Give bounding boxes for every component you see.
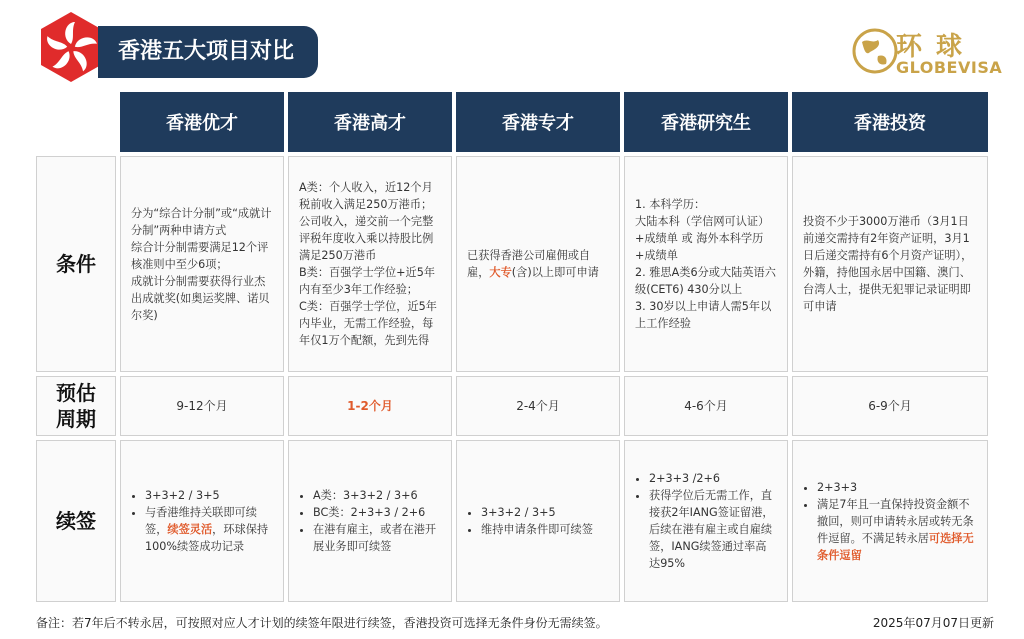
table-cell [120, 156, 284, 372]
cell-line: 投资不少于3000万港币（3月1日前递交需持有2年资产证明，3月1日后递交需持有6个月资产证明），外籍，持他国永居中国籍、澳门、台湾人士，提供无犯罪记录证明即可申请 [803, 215, 973, 313]
table-cell: 6-9个月 [792, 376, 988, 436]
cell-line: C类：百强学士学位，近5年内毕业，无需工作经验，每年仅1万个配额，先到先得 [299, 300, 437, 347]
column-header: 香港投资 [792, 92, 988, 152]
table-cell [456, 156, 620, 372]
list-item: • 2+3+3 /2+6 [649, 470, 777, 487]
cell-line: 2. 雅思A类6分或大陆英语六级(CET6) 430分以上 [635, 266, 776, 296]
list-item: • 维持申请条件即可续签 [481, 521, 593, 538]
list-item: • 在港有雇主，或者在港开展业务即可续签 [313, 521, 441, 555]
column-header: 香港优才 [120, 92, 284, 152]
table-cell [792, 156, 988, 372]
highlight-text: 续签灵活 [167, 523, 213, 536]
table-cell: 4-6个月 [624, 376, 788, 436]
cell-line: B类：百强学士学位+近5年内有至少3年工作经验； [299, 266, 436, 296]
globe-icon [852, 28, 898, 74]
table-cell [624, 156, 788, 372]
list-item: • 满足7年且一直保持投资金额不撤回，则可申请转永居或转无条件逗留。不满足转永居可选择无条件逗留 [817, 496, 977, 564]
list-item: • A类：3+3+2 / 3+6 [313, 487, 441, 504]
list-item: • 与香港维持关联即可续签，续签灵活，环球保持100%续签成功记录 [145, 504, 273, 555]
brand-name-en: GLOBEVISA [896, 58, 1003, 77]
highlight-text: 大专 [489, 266, 512, 279]
cell-line: A类：个人收入，近12个月税前收入满足250万港币；公司收入，递交前一个完整评税年度收入乘以持股比例满足250万港币 [299, 181, 434, 262]
bauhinia-flower-icon [34, 10, 108, 84]
cell-line: 综合计分制需要满足12个评核准则中至少6项； [131, 240, 269, 271]
table-cell-highlight: 1-2个月 [288, 376, 452, 436]
table-row-conditions [36, 156, 988, 372]
table-cell [288, 156, 452, 372]
update-date: 2025年07月07日更新 [872, 616, 994, 630]
table-cell [456, 440, 620, 602]
column-header: 香港高才 [288, 92, 452, 152]
list-item: • 3+3+2 / 3+5 [481, 504, 593, 521]
row-label: 条件 [36, 156, 116, 372]
table-cell: 2-4个月 [456, 376, 620, 436]
cell-line: 分为“综合计分制”或“成就计分制”两种申请方式 [131, 206, 272, 237]
highlight-text: 可选择无条件逗留 [817, 531, 974, 562]
cell-text: 已获得香港公司雇佣或自雇， [467, 249, 591, 279]
page-title: 香港五大项目对比 [98, 26, 318, 78]
table-row-period [36, 376, 988, 436]
row-label: 续签 [36, 440, 116, 602]
column-header: 香港研究生 [624, 92, 788, 152]
table-row-renewal [36, 440, 988, 602]
table-cell: 9-12个月 [120, 376, 284, 436]
table-cell [624, 440, 788, 602]
row-label: 预估周期 [36, 376, 116, 436]
list-item: • 获得学位后无需工作，直接获2年IANG签证留港，后续在港有雇主或自雇续签，IANG续签通过率高达95% [649, 487, 777, 572]
cell-text: (含)以上即可申请 [511, 266, 599, 279]
cell-line: 1. 本科学历： [635, 198, 706, 211]
column-header: 香港专才 [456, 92, 620, 152]
list-item: • 2+3+3 [817, 479, 977, 496]
table-cell [120, 440, 284, 602]
list-item: • 3+3+2 / 3+5 [145, 487, 273, 504]
list-item: • BC类：2+3+3 / 2+6 [313, 504, 441, 521]
cell-line: 成就计分制需要获得行业杰出成就奖(如奥运奖牌、诺贝尔奖) [131, 274, 270, 322]
brand-logo [852, 26, 1002, 84]
table-header-row [120, 92, 988, 152]
cell-line: 3. 30岁以上申请人需5年以上工作经验 [635, 300, 772, 330]
cell-line: 大陆本科（学信网可认证）+成绩单 或 海外本科学历+成绩单 [635, 215, 770, 262]
brand-name-cn: 环球 [896, 32, 977, 62]
footer-note: 备注：若7年后不转永居，可按照对应人才计划的续签年限进行续签，香港投资可选择无条件身份无需续签。 [36, 616, 608, 630]
table-cell [792, 440, 988, 602]
table-cell [288, 440, 452, 602]
